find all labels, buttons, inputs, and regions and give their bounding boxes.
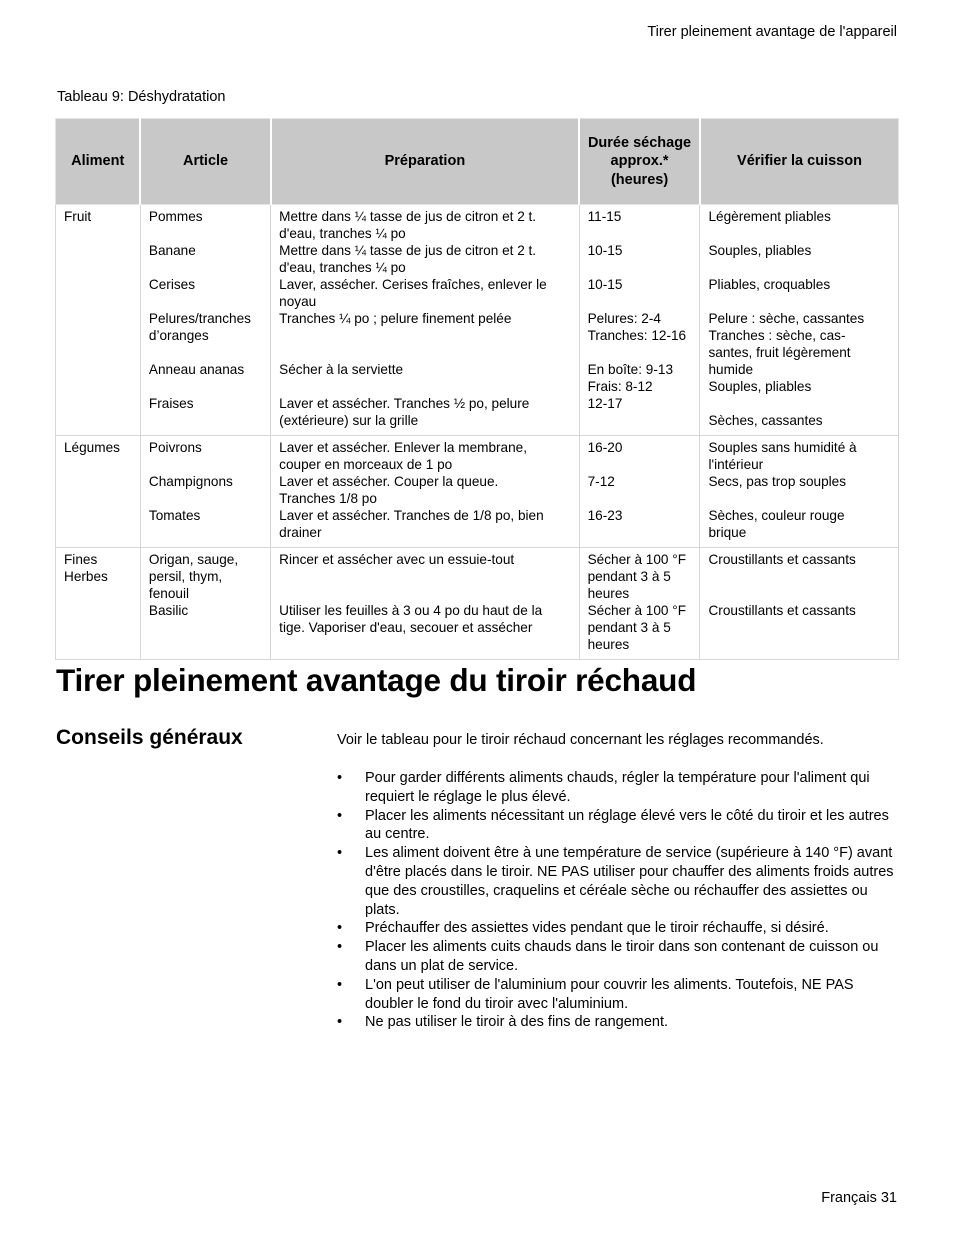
cell-aliment — [56, 548, 141, 660]
cell-line: brique — [708, 525, 747, 540]
cell-line — [279, 585, 570, 602]
cell-aliment — [56, 205, 141, 436]
cell-line: Herbes — [64, 569, 108, 584]
cell-line: Rincer et assécher avec un essuie-tout — [279, 552, 515, 567]
cell-line — [588, 456, 692, 473]
cell-line — [279, 378, 570, 395]
cell-line: 10-15 — [587, 243, 623, 258]
cell-line — [708, 585, 890, 602]
cell-line: couper en morceaux de 1 po — [279, 457, 453, 472]
column-header-article: Article — [140, 119, 270, 205]
cell-line: Utiliser les feuilles à 3 ou 4 po du haut de la — [279, 603, 543, 618]
cell-line: d'eau, tranches ¼ po — [279, 260, 406, 275]
cell-line: pendant 3 à 5 — [587, 620, 671, 635]
cell-line: 7-12 — [587, 474, 615, 489]
cell-line — [588, 293, 692, 310]
cell-line — [708, 225, 890, 242]
cell-line: Souples, pliables — [708, 379, 812, 394]
bullet-icon: • — [337, 845, 343, 862]
running-header: Tirer pleinement avantage de l'appareil — [647, 24, 897, 40]
cell-line — [149, 293, 262, 310]
cell-line: 11-15 — [587, 209, 622, 224]
cell-line — [708, 259, 890, 276]
cell-line: Légèrement pliables — [708, 209, 831, 224]
cell-line: 16-20 — [587, 440, 623, 455]
section-title: Tirer pleinement avantage du tiroir réchaud — [56, 662, 697, 698]
column-header-preparation: Préparation — [271, 119, 579, 205]
cell-line: noyau — [279, 294, 317, 309]
bullet-icon: • — [337, 770, 343, 786]
cell-line: Mettre dans ¼ tasse de jus de citron et 2 t. — [279, 243, 537, 258]
tip-text: Placer les aliments cuits chauds dans le tiroir dans son contenant de cuisson ou dans un plat de service. — [365, 939, 879, 974]
cell-line: Fraises — [148, 396, 194, 411]
cell-line: Tranches ¼ po ; pelure finement pelée — [279, 311, 512, 326]
cell-line: Pelures/tranches — [148, 311, 251, 326]
cell-line: fenouil — [148, 586, 189, 601]
cell-line: Origan, sauge, — [148, 552, 239, 567]
tip-item — [337, 919, 897, 938]
cell-duration — [579, 548, 700, 660]
cell-check — [700, 205, 899, 436]
cell-line: Sécher à 100 °F — [587, 603, 686, 618]
cell-line — [149, 344, 262, 361]
cell-line: Tranches: 12-16 — [587, 328, 687, 343]
table-row — [56, 436, 899, 548]
cell-line: Secs, pas trop souples — [708, 474, 847, 489]
cell-line: Légumes — [64, 440, 120, 455]
cell-line: Basilic — [148, 603, 189, 618]
cell-line: Sèches, couleur rouge — [708, 508, 845, 523]
tips-list — [337, 769, 897, 1032]
cell-line: Banane — [148, 243, 196, 258]
intro-paragraph: Voir le tableau pour le tiroir réchaud concernant les réglages recommandés. — [337, 732, 824, 748]
cell-line: Tranches : sèche, cas- — [708, 328, 846, 343]
cell-line: Sécher à la serviette — [279, 362, 404, 377]
cell-line: Laver et assécher. Couper la queue. — [279, 474, 499, 489]
cell-line — [588, 344, 692, 361]
cell-line — [708, 293, 890, 310]
cell-line: Poivrons — [148, 440, 202, 455]
cell-line — [279, 568, 570, 585]
cell-line: Frais: 8-12 — [587, 379, 653, 394]
page-footer: Français 31 — [821, 1190, 897, 1206]
cell-line — [708, 395, 890, 412]
cell-line: En boîte: 9-13 — [587, 362, 674, 377]
cell-line: d’oranges — [148, 328, 209, 343]
tip-text: Pour garder différents aliments chauds, régler la température pour l'aliment qui requiert le réglage le plus élevé. — [365, 770, 870, 805]
cell-line: pendant 3 à 5 — [587, 569, 671, 584]
cell-line — [588, 225, 692, 242]
cell-line: Souples sans humidité à — [708, 440, 857, 455]
cell-line — [279, 327, 570, 344]
cell-line — [149, 225, 262, 242]
cell-line: Laver, assécher. Cerises fraîches, enlever le — [279, 277, 547, 292]
tip-text: L'on peut utiliser de l'aluminium pour couvrir les aliments. Toutefois, NE PAS doubler le fond du tiroir avec l'aluminium. — [365, 976, 854, 1012]
table-row — [56, 548, 899, 660]
cell-line: 16-23 — [587, 508, 623, 523]
bullet-icon: • — [337, 976, 343, 993]
bullet-icon: • — [337, 807, 343, 824]
cell-line: santes, fruit légèrement — [708, 345, 851, 360]
cell-line: d'eau, tranches ¼ po — [279, 226, 406, 241]
cell-line: Tranches 1/8 po — [279, 491, 377, 506]
bullet-icon: • — [337, 1014, 343, 1031]
cell-line: Croustillants et cassants — [708, 552, 856, 567]
cell-line: tige. Vaporiser d'eau, secouer et assécher — [279, 620, 533, 635]
cell-line: Anneau ananas — [148, 362, 245, 377]
cell-line: Cerises — [148, 277, 195, 292]
bullet-icon: • — [337, 939, 343, 956]
tip-item — [337, 1013, 897, 1032]
cell-duration — [579, 436, 700, 548]
cell-check — [700, 548, 899, 660]
cell-line: persil, thym, — [148, 569, 223, 584]
cell-line: Laver et assécher. Tranches de 1/8 po, bien — [279, 508, 544, 523]
tip-item — [337, 807, 897, 845]
cell-line: Laver et assécher. Tranches ½ po, pelure — [279, 396, 530, 411]
cell-line: Sécher à 100 °F — [587, 552, 686, 567]
cell-article — [140, 436, 270, 548]
cell-line: heures — [587, 637, 630, 652]
cell-line: Pliables, croquables — [708, 277, 831, 292]
cell-line: Souples, pliables — [708, 243, 812, 258]
tip-item — [337, 844, 897, 919]
cell-line: Tomates — [148, 508, 201, 523]
cell-line — [149, 259, 262, 276]
cell-line — [279, 344, 570, 361]
table-caption: Tableau 9: Déshydratation — [57, 89, 226, 105]
cell-line: drainer — [279, 525, 322, 540]
cell-line: Laver et assécher. Enlever la membrane, — [279, 440, 528, 455]
subsection-title: Conseils généraux — [56, 726, 243, 749]
cell-line: 10-15 — [587, 277, 623, 292]
cell-line: Champignons — [148, 474, 233, 489]
cell-line: l'intérieur — [708, 457, 764, 472]
cell-line: Pelures: 2-4 — [587, 311, 661, 326]
cell-preparation — [271, 548, 579, 660]
cell-line: heures — [587, 586, 630, 601]
cell-article — [140, 548, 270, 660]
column-header-check: Vérifier la cuisson — [700, 119, 899, 205]
cell-line: Mettre dans ¼ tasse de jus de citron et 2 t. — [279, 209, 537, 224]
cell-line: Pommes — [148, 209, 203, 224]
table-row — [56, 205, 899, 436]
cell-line — [708, 568, 890, 585]
cell-line: Sèches, cassantes — [708, 413, 823, 428]
column-header-aliment: Aliment — [56, 119, 141, 205]
cell-duration — [579, 205, 700, 436]
cell-line: Fruit — [64, 209, 92, 224]
tip-text: Placer les aliments nécessitant un réglage élevé vers le côté du tiroir et les autres au centre. — [365, 807, 889, 843]
tip-text: Préchauffer des assiettes vides pendant que le tiroir réchauffe, si désiré. — [365, 920, 829, 937]
cell-line — [149, 490, 262, 507]
cell-line — [588, 259, 692, 276]
cell-line: 12-17 — [587, 396, 623, 411]
table-header-row — [56, 119, 899, 205]
cell-line — [588, 490, 692, 507]
cell-line — [149, 456, 262, 473]
cell-line: (extérieure) sur la grille — [279, 413, 419, 428]
tip-text: Les aliment doivent être à une température de service (supérieure à 140 °F) avant d'être placés dans le tiroir. NE PAS utiliser pour chauffer des aliments froids autres que des croustilles, craquelins et céréale sèche ou réchauffer des assiettes ou plats. — [365, 845, 894, 918]
tip-item — [337, 769, 897, 807]
tip-item — [337, 938, 897, 976]
cell-line: Pelure : sèche, cassantes — [708, 311, 865, 326]
cell-line: Croustillants et cassants — [708, 603, 856, 618]
dehydration-table — [55, 118, 899, 660]
cell-preparation — [271, 205, 579, 436]
cell-check — [700, 436, 899, 548]
cell-preparation — [271, 436, 579, 548]
cell-line — [149, 378, 262, 395]
cell-line: Fines — [64, 552, 98, 567]
cell-line — [708, 490, 890, 507]
tip-text: Ne pas utiliser le tiroir à des fins de rangement. — [365, 1014, 669, 1031]
column-header-duration: Durée séchage approx.* (heures) — [579, 119, 700, 205]
tip-item — [337, 976, 897, 1014]
cell-article — [140, 205, 270, 436]
cell-line: humide — [708, 362, 754, 377]
bullet-icon: • — [337, 920, 343, 937]
cell-aliment — [56, 436, 141, 548]
